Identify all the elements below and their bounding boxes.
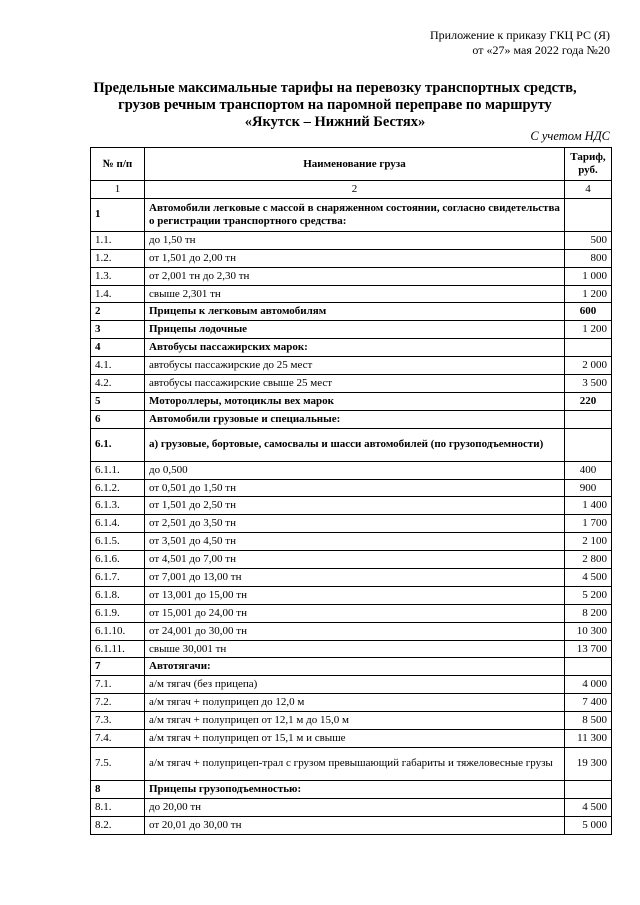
index-cell-1: 1 bbox=[91, 181, 145, 199]
row-price-cell: 13 700 bbox=[565, 640, 612, 658]
table-row bbox=[91, 339, 612, 357]
row-price-cell: 4 000 bbox=[565, 676, 612, 694]
row-price-cell: 2 800 bbox=[565, 551, 612, 569]
row-price-cell: 5 000 bbox=[565, 816, 612, 834]
row-name-cell: Автомобили легковые с массой в снаряженном состоянии, согласно свидетельства о регистрации транспортного средства: bbox=[145, 198, 565, 231]
row-num-cell: 7 bbox=[91, 658, 145, 676]
table-row bbox=[91, 816, 612, 834]
row-price-cell: 1 000 bbox=[565, 267, 612, 285]
table-row bbox=[91, 357, 612, 375]
row-price-cell: 2 000 bbox=[565, 357, 612, 375]
row-price-cell: 400 bbox=[565, 461, 612, 479]
row-num-cell: 6.1.9. bbox=[91, 604, 145, 622]
table-row bbox=[91, 392, 612, 410]
table-row bbox=[91, 267, 612, 285]
row-price-cell: 1 700 bbox=[565, 515, 612, 533]
table-row bbox=[91, 569, 612, 587]
table-row bbox=[91, 694, 612, 712]
row-price-cell: 1 400 bbox=[565, 497, 612, 515]
row-price-cell bbox=[565, 410, 612, 428]
vat-note: С учетом НДС bbox=[530, 129, 610, 143]
annex-header bbox=[430, 28, 610, 58]
table-row bbox=[91, 249, 612, 267]
row-num-cell: 7.4. bbox=[91, 730, 145, 748]
row-num-cell: 6.1.11. bbox=[91, 640, 145, 658]
table-row bbox=[91, 479, 612, 497]
row-price-cell: 1 200 bbox=[565, 321, 612, 339]
row-name-cell: Прицепы грузоподъемностью: bbox=[145, 780, 565, 798]
row-price-cell: 600 bbox=[565, 303, 612, 321]
row-price-cell: 220 bbox=[565, 392, 612, 410]
row-name-cell: Автотягачи: bbox=[145, 658, 565, 676]
table-header-row bbox=[91, 148, 612, 181]
row-num-cell: 8.1. bbox=[91, 798, 145, 816]
row-name-cell: автобусы пассажирские свыше 25 мест bbox=[145, 375, 565, 393]
row-price-cell: 8 200 bbox=[565, 604, 612, 622]
row-name-cell: от 15,001 до 24,00 тн bbox=[145, 604, 565, 622]
table-row bbox=[91, 231, 612, 249]
row-price-cell bbox=[565, 780, 612, 798]
row-name-cell: Автобусы пассажирских марок: bbox=[145, 339, 565, 357]
row-num-cell: 6.1.10. bbox=[91, 622, 145, 640]
row-num-cell: 1.4. bbox=[91, 285, 145, 303]
row-num-cell: 1.1. bbox=[91, 231, 145, 249]
table-row bbox=[91, 533, 612, 551]
header-tariff bbox=[565, 148, 612, 181]
table-row bbox=[91, 515, 612, 533]
row-num-cell: 6.1.4. bbox=[91, 515, 145, 533]
row-name-cell: Автомобили грузовые и специальные: bbox=[145, 410, 565, 428]
row-num-cell: 7.5. bbox=[91, 747, 145, 780]
table-row bbox=[91, 303, 612, 321]
row-name-cell: а/м тягач (без прицепа) bbox=[145, 676, 565, 694]
row-num-cell: 8 bbox=[91, 780, 145, 798]
title-line-1: Предельные максимальные тарифы на перевозку транспортных средств, bbox=[93, 80, 577, 96]
row-name-cell: от 1,501 до 2,00 тн bbox=[145, 249, 565, 267]
row-name-cell: автобусы пассажирские до 25 мест bbox=[145, 357, 565, 375]
row-price-cell: 8 500 bbox=[565, 712, 612, 730]
table-row bbox=[91, 676, 612, 694]
row-name-cell: от 1,501 до 2,50 тн bbox=[145, 497, 565, 515]
table-body bbox=[91, 198, 612, 834]
row-num-cell: 6.1.3. bbox=[91, 497, 145, 515]
row-num-cell: 6.1.8. bbox=[91, 586, 145, 604]
row-num-cell: 6.1.5. bbox=[91, 533, 145, 551]
table-row bbox=[91, 622, 612, 640]
row-price-cell: 4 500 bbox=[565, 569, 612, 587]
row-price-cell: 500 bbox=[565, 231, 612, 249]
row-name-cell: от 7,001 до 13,00 тн bbox=[145, 569, 565, 587]
row-price-cell: 800 bbox=[565, 249, 612, 267]
row-num-cell: 1 bbox=[91, 198, 145, 231]
table-row bbox=[91, 658, 612, 676]
table-row bbox=[91, 747, 612, 780]
table-row bbox=[91, 497, 612, 515]
row-price-cell: 19 300 bbox=[565, 747, 612, 780]
row-num-cell: 8.2. bbox=[91, 816, 145, 834]
index-cell-2: 2 bbox=[145, 181, 565, 199]
row-num-cell: 6.1.6. bbox=[91, 551, 145, 569]
table-row bbox=[91, 604, 612, 622]
row-num-cell: 6 bbox=[91, 410, 145, 428]
title-line-3: «Якутск – Нижний Бестях» bbox=[244, 114, 426, 130]
row-num-cell: 6.1.1. bbox=[91, 461, 145, 479]
table-row bbox=[91, 712, 612, 730]
table-row bbox=[91, 375, 612, 393]
index-cell-3: 4 bbox=[565, 181, 612, 199]
table-row bbox=[91, 730, 612, 748]
header-tariff-line1: Тариф, bbox=[570, 151, 606, 163]
header-name: Наименование груза bbox=[145, 148, 565, 181]
row-num-cell: 4.2. bbox=[91, 375, 145, 393]
row-name-cell: от 20,01 до 30,00 тн bbox=[145, 816, 565, 834]
annex-line-2: от «27» мая 2022 года №20 bbox=[472, 43, 610, 57]
row-name-cell: от 3,501 до 4,50 тн bbox=[145, 533, 565, 551]
row-num-cell: 4 bbox=[91, 339, 145, 357]
row-name-cell: а/м тягач + полуприцеп от 15,1 м и свыше bbox=[145, 730, 565, 748]
row-num-cell: 7.2. bbox=[91, 694, 145, 712]
table-row bbox=[91, 780, 612, 798]
row-price-cell: 900 bbox=[565, 479, 612, 497]
row-num-cell: 2 bbox=[91, 303, 145, 321]
row-name-cell: а) грузовые, бортовые, самосвалы и шасси автомобилей (по грузоподъемности) bbox=[145, 428, 565, 461]
row-name-cell: а/м тягач + полуприцеп от 12,1 м до 15,0 м bbox=[145, 712, 565, 730]
table-row bbox=[91, 461, 612, 479]
row-name-cell: от 0,501 до 1,50 тн bbox=[145, 479, 565, 497]
row-name-cell: а/м тягач + полуприцеп-трал с грузом превышающий габариты и тяжеловесные грузы bbox=[145, 747, 565, 780]
row-name-cell: от 2,501 до 3,50 тн bbox=[145, 515, 565, 533]
table-row bbox=[91, 640, 612, 658]
row-num-cell: 6.1. bbox=[91, 428, 145, 461]
row-price-cell: 2 100 bbox=[565, 533, 612, 551]
row-num-cell: 3 bbox=[91, 321, 145, 339]
row-name-cell: от 2,001 тн до 2,30 тн bbox=[145, 267, 565, 285]
row-name-cell: Прицепы к легковым автомобилям bbox=[145, 303, 565, 321]
row-name-cell: от 4,501 до 7,00 тн bbox=[145, 551, 565, 569]
row-name-cell: а/м тягач + полуприцеп до 12,0 м bbox=[145, 694, 565, 712]
tariff-table bbox=[90, 147, 612, 835]
row-name-cell: Прицепы лодочные bbox=[145, 321, 565, 339]
row-num-cell: 4.1. bbox=[91, 357, 145, 375]
row-price-cell: 1 200 bbox=[565, 285, 612, 303]
table-row bbox=[91, 321, 612, 339]
row-name-cell: до 0,500 bbox=[145, 461, 565, 479]
table-row bbox=[91, 586, 612, 604]
row-num-cell: 7.1. bbox=[91, 676, 145, 694]
table-row bbox=[91, 285, 612, 303]
index-row bbox=[91, 181, 612, 199]
table-row bbox=[91, 410, 612, 428]
row-num-cell: 1.3. bbox=[91, 267, 145, 285]
row-name-cell: свыше 30,001 тн bbox=[145, 640, 565, 658]
row-name-cell: свыше 2,301 тн bbox=[145, 285, 565, 303]
row-num-cell: 7.3. bbox=[91, 712, 145, 730]
row-price-cell bbox=[565, 198, 612, 231]
row-num-cell: 6.1.2. bbox=[91, 479, 145, 497]
document-title bbox=[60, 80, 610, 131]
title-line-2: грузов речным транспортом на паромной переправе по маршруту bbox=[118, 97, 552, 113]
annex-line-1: Приложение к приказу ГКЦ РС (Я) bbox=[430, 28, 610, 42]
row-price-cell: 7 400 bbox=[565, 694, 612, 712]
table-row bbox=[91, 428, 612, 461]
row-num-cell: 6.1.7. bbox=[91, 569, 145, 587]
header-num: № п/п bbox=[91, 148, 145, 181]
table-row bbox=[91, 198, 612, 231]
row-price-cell bbox=[565, 658, 612, 676]
row-price-cell: 4 500 bbox=[565, 798, 612, 816]
row-name-cell: до 20,00 тн bbox=[145, 798, 565, 816]
row-name-cell: Мотороллеры, мотоциклы вех марок bbox=[145, 392, 565, 410]
row-price-cell: 5 200 bbox=[565, 586, 612, 604]
row-num-cell: 5 bbox=[91, 392, 145, 410]
row-name-cell: от 13,001 до 15,00 тн bbox=[145, 586, 565, 604]
row-price-cell bbox=[565, 339, 612, 357]
row-price-cell: 11 300 bbox=[565, 730, 612, 748]
table-row bbox=[91, 798, 612, 816]
row-price-cell bbox=[565, 428, 612, 461]
row-num-cell: 1.2. bbox=[91, 249, 145, 267]
header-tariff-line2: руб. bbox=[578, 164, 598, 176]
row-name-cell: до 1,50 тн bbox=[145, 231, 565, 249]
row-name-cell: от 24,001 до 30,00 тн bbox=[145, 622, 565, 640]
table-row bbox=[91, 551, 612, 569]
row-price-cell: 10 300 bbox=[565, 622, 612, 640]
row-price-cell: 3 500 bbox=[565, 375, 612, 393]
